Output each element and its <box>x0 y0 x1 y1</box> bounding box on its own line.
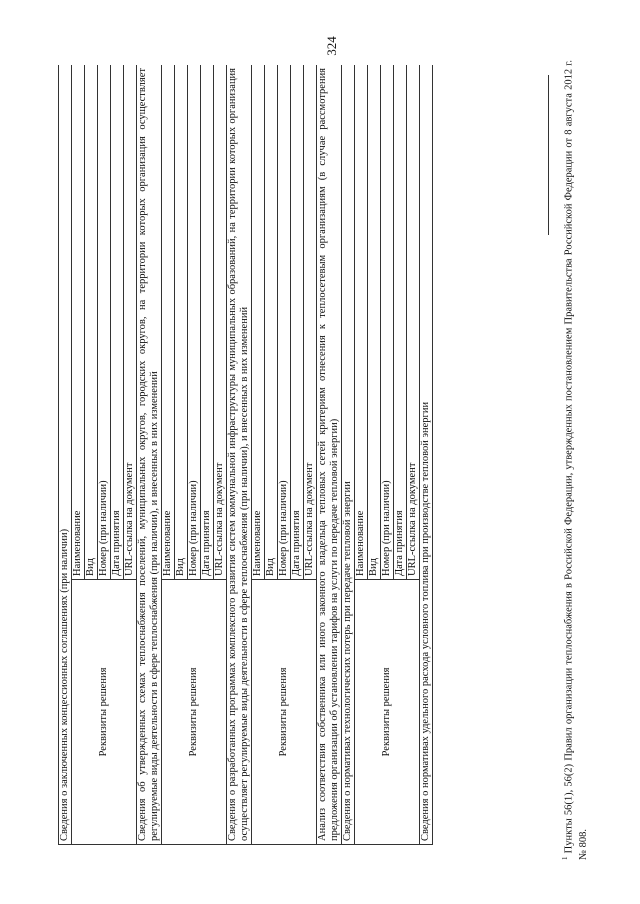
field-name: Наименование <box>355 65 368 580</box>
footnote <box>558 60 618 860</box>
requisites-label: Реквизиты решения <box>72 580 137 845</box>
field-name: Дата принятия <box>394 65 407 580</box>
page-number-text: 324 <box>324 36 339 56</box>
requisites-label: Реквизиты решения <box>252 580 317 845</box>
table-row <box>342 65 355 845</box>
requisites-label: Реквизиты решения <box>162 580 227 845</box>
table-row <box>72 65 85 845</box>
table-row <box>420 65 433 845</box>
section-title: Сведения об утвержденных схемах теплоснабжения поселений, муниципальных округов, городских округов, на территории которых организация осуществляет регулируемые виды деятельности в сфере теплоснабжения (при наличии), и внесенных в них изменений <box>137 65 162 845</box>
field-name: Дата принятия <box>111 65 124 580</box>
field-name: Вид <box>85 65 98 580</box>
field-name: Наименование <box>252 65 265 580</box>
field-name: URL-ссылка на документ <box>407 65 420 580</box>
field-name: URL-ссылка на документ <box>214 65 227 580</box>
section-title: Анализ соответствия собственника или иного законного владельца тепловых сетей критериям отнесения к теплосетевым организациям (в случае рассмотрения предложения организации об установлении тарифов на услуги по передаче тепловой энергии) <box>317 65 342 845</box>
field-name: Вид <box>265 65 278 580</box>
field-name: Вид <box>368 65 381 580</box>
field-name: Вид <box>175 65 188 580</box>
footnote-text: Пункты 56(1), 56(2) Правил организации теплоснабжения в Российской Федерации, утвержденных постановлением Правительства Российской Федерации от 8 августа 2012 г. № 808. <box>563 60 589 860</box>
table-row <box>162 65 175 845</box>
table-row <box>227 65 252 845</box>
section-title: Сведения о разработанных программах комплексного развития систем коммунальной инфраструктуры муниципальных образований, на территории которых организация осуществляет регулируемые виды деятельности в сфере теплоснабжения (при наличии), и внесенных в них изменений <box>227 65 252 845</box>
section-title: Сведения о заключенных концессионных соглашениях (при наличии) <box>59 65 72 845</box>
footnote-marker: 1 <box>561 856 569 860</box>
footnote-divider <box>548 75 549 235</box>
section-title: Сведения о нормативах удельного расхода условного топлива при производстве тепловой энергии <box>420 65 433 845</box>
field-name: Дата принятия <box>201 65 214 580</box>
field-name: Дата принятия <box>291 65 304 580</box>
field-name: Наименование <box>162 65 175 580</box>
table-stage <box>58 65 538 845</box>
field-name: URL-ссылка на документ <box>304 65 317 580</box>
field-name: Номер (при наличии) <box>278 65 291 580</box>
requisites-label: Реквизиты решения <box>355 580 420 845</box>
table-row <box>317 65 342 845</box>
section-title: Сведения о нормативах технологических потерь при передаче тепловой энергии <box>342 65 355 845</box>
table-row <box>355 65 368 845</box>
field-name: Наименование <box>72 65 85 580</box>
field-name: Номер (при наличии) <box>381 65 394 580</box>
table-row <box>59 65 72 845</box>
page-number <box>312 32 352 60</box>
table-row <box>137 65 162 845</box>
requisites-table <box>58 65 433 845</box>
field-name: URL-ссылка на документ <box>124 65 137 580</box>
footnote-text-block <box>558 60 618 860</box>
table-row <box>252 65 265 845</box>
field-name: Номер (при наличии) <box>188 65 201 580</box>
table-wrap <box>58 65 538 845</box>
field-name: Номер (при наличии) <box>98 65 111 580</box>
